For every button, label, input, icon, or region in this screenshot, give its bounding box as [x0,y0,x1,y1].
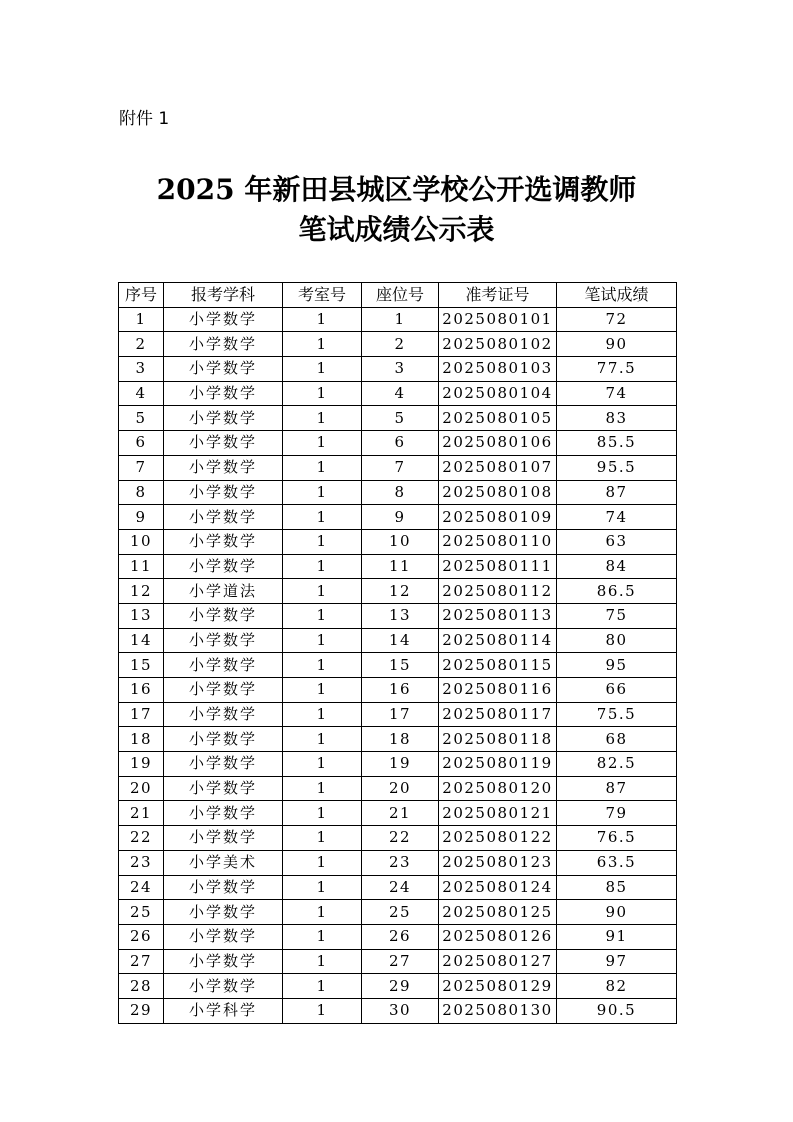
cell-room: 1 [283,653,362,678]
header-index: 序号 [119,283,164,308]
cell-score: 83 [557,406,677,431]
cell-subject: 小学数学 [164,949,283,974]
cell-index: 27 [119,949,164,974]
cell-subject: 小学数学 [164,678,283,703]
cell-room: 1 [283,406,362,431]
table-row [119,480,677,505]
table-row [119,332,677,357]
cell-seat: 5 [362,406,439,431]
cell-seat: 13 [362,603,439,628]
cell-score: 80 [557,628,677,653]
cell-score: 66 [557,678,677,703]
cell-ticket: 2025080129 [439,974,557,999]
cell-score: 74 [557,381,677,406]
table-row [119,307,677,332]
cell-seat: 2 [362,332,439,357]
cell-subject: 小学数学 [164,900,283,925]
cell-room: 1 [283,455,362,480]
cell-room: 1 [283,381,362,406]
cell-subject: 小学数学 [164,381,283,406]
cell-ticket: 2025080109 [439,505,557,530]
cell-room: 1 [283,332,362,357]
cell-room: 1 [283,480,362,505]
table-row [119,752,677,777]
cell-ticket: 2025080108 [439,480,557,505]
cell-seat: 1 [362,307,439,332]
cell-index: 17 [119,702,164,727]
cell-index: 4 [119,381,164,406]
cell-score: 87 [557,480,677,505]
cell-ticket: 2025080112 [439,579,557,604]
cell-ticket: 2025080116 [439,678,557,703]
cell-seat: 26 [362,924,439,949]
cell-subject: 小学数学 [164,776,283,801]
cell-ticket: 2025080106 [439,431,557,456]
table-row [119,924,677,949]
cell-score: 85.5 [557,431,677,456]
header-subject: 报考学科 [164,283,283,308]
cell-room: 1 [283,949,362,974]
cell-seat: 12 [362,579,439,604]
cell-subject: 小学科学 [164,998,283,1023]
cell-score: 63.5 [557,850,677,875]
cell-seat: 25 [362,900,439,925]
cell-seat: 11 [362,554,439,579]
table-row [119,974,677,999]
cell-score: 91 [557,924,677,949]
cell-room: 1 [283,974,362,999]
cell-subject: 小学数学 [164,529,283,554]
cell-ticket: 2025080113 [439,603,557,628]
cell-seat: 21 [362,801,439,826]
cell-score: 86.5 [557,579,677,604]
cell-room: 1 [283,998,362,1023]
cell-index: 10 [119,529,164,554]
header-score: 笔试成绩 [557,283,677,308]
cell-subject: 小学数学 [164,480,283,505]
table-row [119,603,677,628]
cell-score: 75.5 [557,702,677,727]
cell-room: 1 [283,357,362,382]
cell-ticket: 2025080114 [439,628,557,653]
cell-room: 1 [283,727,362,752]
cell-ticket: 2025080127 [439,949,557,974]
cell-ticket: 2025080103 [439,357,557,382]
cell-index: 28 [119,974,164,999]
cell-subject: 小学数学 [164,727,283,752]
cell-ticket: 2025080115 [439,653,557,678]
header-seat: 座位号 [362,283,439,308]
cell-seat: 3 [362,357,439,382]
cell-subject: 小学数学 [164,505,283,530]
cell-ticket: 2025080126 [439,924,557,949]
cell-score: 95.5 [557,455,677,480]
cell-room: 1 [283,924,362,949]
table-body [119,307,677,1023]
cell-index: 11 [119,554,164,579]
cell-score: 90 [557,332,677,357]
cell-subject: 小学数学 [164,357,283,382]
cell-index: 12 [119,579,164,604]
cell-ticket: 2025080130 [439,998,557,1023]
table-row [119,653,677,678]
cell-seat: 9 [362,505,439,530]
cell-ticket: 2025080124 [439,875,557,900]
cell-seat: 22 [362,826,439,851]
cell-score: 90.5 [557,998,677,1023]
cell-room: 1 [283,603,362,628]
table-row [119,678,677,703]
table-row [119,949,677,974]
cell-subject: 小学数学 [164,554,283,579]
cell-ticket: 2025080118 [439,727,557,752]
cell-index: 24 [119,875,164,900]
table-row [119,875,677,900]
cell-seat: 16 [362,678,439,703]
cell-index: 13 [119,603,164,628]
cell-subject: 小学数学 [164,628,283,653]
cell-subject: 小学数学 [164,307,283,332]
cell-room: 1 [283,752,362,777]
cell-seat: 18 [362,727,439,752]
cell-index: 2 [119,332,164,357]
table-row [119,850,677,875]
cell-index: 18 [119,727,164,752]
scores-table [118,282,677,1024]
cell-seat: 23 [362,850,439,875]
cell-subject: 小学美术 [164,850,283,875]
cell-score: 95 [557,653,677,678]
cell-index: 29 [119,998,164,1023]
table-row [119,776,677,801]
table-row [119,579,677,604]
header-ticket: 准考证号 [439,283,557,308]
cell-score: 87 [557,776,677,801]
cell-index: 16 [119,678,164,703]
cell-subject: 小学数学 [164,431,283,456]
cell-index: 6 [119,431,164,456]
cell-seat: 20 [362,776,439,801]
cell-ticket: 2025080102 [439,332,557,357]
cell-room: 1 [283,801,362,826]
table-row [119,406,677,431]
cell-ticket: 2025080119 [439,752,557,777]
cell-room: 1 [283,702,362,727]
table-row [119,702,677,727]
table-row [119,357,677,382]
cell-seat: 19 [362,752,439,777]
cell-subject: 小学数学 [164,752,283,777]
table-row [119,431,677,456]
cell-seat: 30 [362,998,439,1023]
table-row [119,727,677,752]
cell-score: 74 [557,505,677,530]
cell-score: 68 [557,727,677,752]
table-row [119,455,677,480]
cell-seat: 4 [362,381,439,406]
cell-room: 1 [283,776,362,801]
header-room: 考室号 [283,283,362,308]
cell-room: 1 [283,579,362,604]
cell-subject: 小学数学 [164,875,283,900]
table-row [119,554,677,579]
cell-index: 26 [119,924,164,949]
cell-ticket: 2025080105 [439,406,557,431]
cell-subject: 小学数学 [164,406,283,431]
cell-score: 77.5 [557,357,677,382]
cell-seat: 8 [362,480,439,505]
cell-index: 1 [119,307,164,332]
cell-subject: 小学数学 [164,653,283,678]
cell-score: 90 [557,900,677,925]
cell-ticket: 2025080122 [439,826,557,851]
cell-index: 21 [119,801,164,826]
cell-seat: 10 [362,529,439,554]
cell-room: 1 [283,875,362,900]
cell-score: 82.5 [557,752,677,777]
cell-score: 84 [557,554,677,579]
cell-index: 8 [119,480,164,505]
cell-room: 1 [283,307,362,332]
cell-room: 1 [283,554,362,579]
cell-subject: 小学数学 [164,603,283,628]
cell-room: 1 [283,529,362,554]
cell-index: 22 [119,826,164,851]
cell-ticket: 2025080111 [439,554,557,579]
cell-ticket: 2025080104 [439,381,557,406]
cell-room: 1 [283,826,362,851]
cell-subject: 小学数学 [164,801,283,826]
cell-subject: 小学数学 [164,826,283,851]
cell-index: 20 [119,776,164,801]
table-row [119,381,677,406]
cell-score: 63 [557,529,677,554]
cell-index: 15 [119,653,164,678]
cell-index: 3 [119,357,164,382]
table-row [119,628,677,653]
cell-score: 72 [557,307,677,332]
cell-index: 9 [119,505,164,530]
page-subtitle: 笔试成绩公示表 [298,213,495,246]
cell-subject: 小学数学 [164,455,283,480]
cell-seat: 14 [362,628,439,653]
cell-index: 19 [119,752,164,777]
table-row [119,505,677,530]
cell-index: 7 [119,455,164,480]
cell-ticket: 2025080123 [439,850,557,875]
cell-subject: 小学数学 [164,974,283,999]
cell-index: 25 [119,900,164,925]
cell-index: 5 [119,406,164,431]
cell-score: 82 [557,974,677,999]
cell-score: 79 [557,801,677,826]
table-row [119,826,677,851]
cell-subject: 小学道法 [164,579,283,604]
cell-score: 75 [557,603,677,628]
page-title: 2025 年新田县城区学校公开选调教师 [156,173,637,206]
cell-seat: 7 [362,455,439,480]
table-header-row [119,283,677,308]
cell-ticket: 2025080101 [439,307,557,332]
cell-ticket: 2025080110 [439,529,557,554]
attachment-label: 附件 1 [119,109,170,129]
cell-subject: 小学数学 [164,924,283,949]
cell-seat: 6 [362,431,439,456]
cell-score: 85 [557,875,677,900]
cell-subject: 小学数学 [164,332,283,357]
cell-seat: 24 [362,875,439,900]
cell-seat: 29 [362,974,439,999]
cell-ticket: 2025080125 [439,900,557,925]
cell-room: 1 [283,678,362,703]
cell-room: 1 [283,850,362,875]
cell-index: 14 [119,628,164,653]
cell-room: 1 [283,505,362,530]
cell-ticket: 2025080107 [439,455,557,480]
table-row [119,529,677,554]
cell-ticket: 2025080121 [439,801,557,826]
cell-seat: 15 [362,653,439,678]
cell-ticket: 2025080120 [439,776,557,801]
cell-seat: 17 [362,702,439,727]
cell-room: 1 [283,431,362,456]
cell-room: 1 [283,900,362,925]
cell-ticket: 2025080117 [439,702,557,727]
table-row [119,801,677,826]
table-row [119,998,677,1023]
cell-subject: 小学数学 [164,702,283,727]
cell-room: 1 [283,628,362,653]
cell-seat: 27 [362,949,439,974]
cell-score: 76.5 [557,826,677,851]
cell-index: 23 [119,850,164,875]
table-row [119,900,677,925]
cell-score: 97 [557,949,677,974]
